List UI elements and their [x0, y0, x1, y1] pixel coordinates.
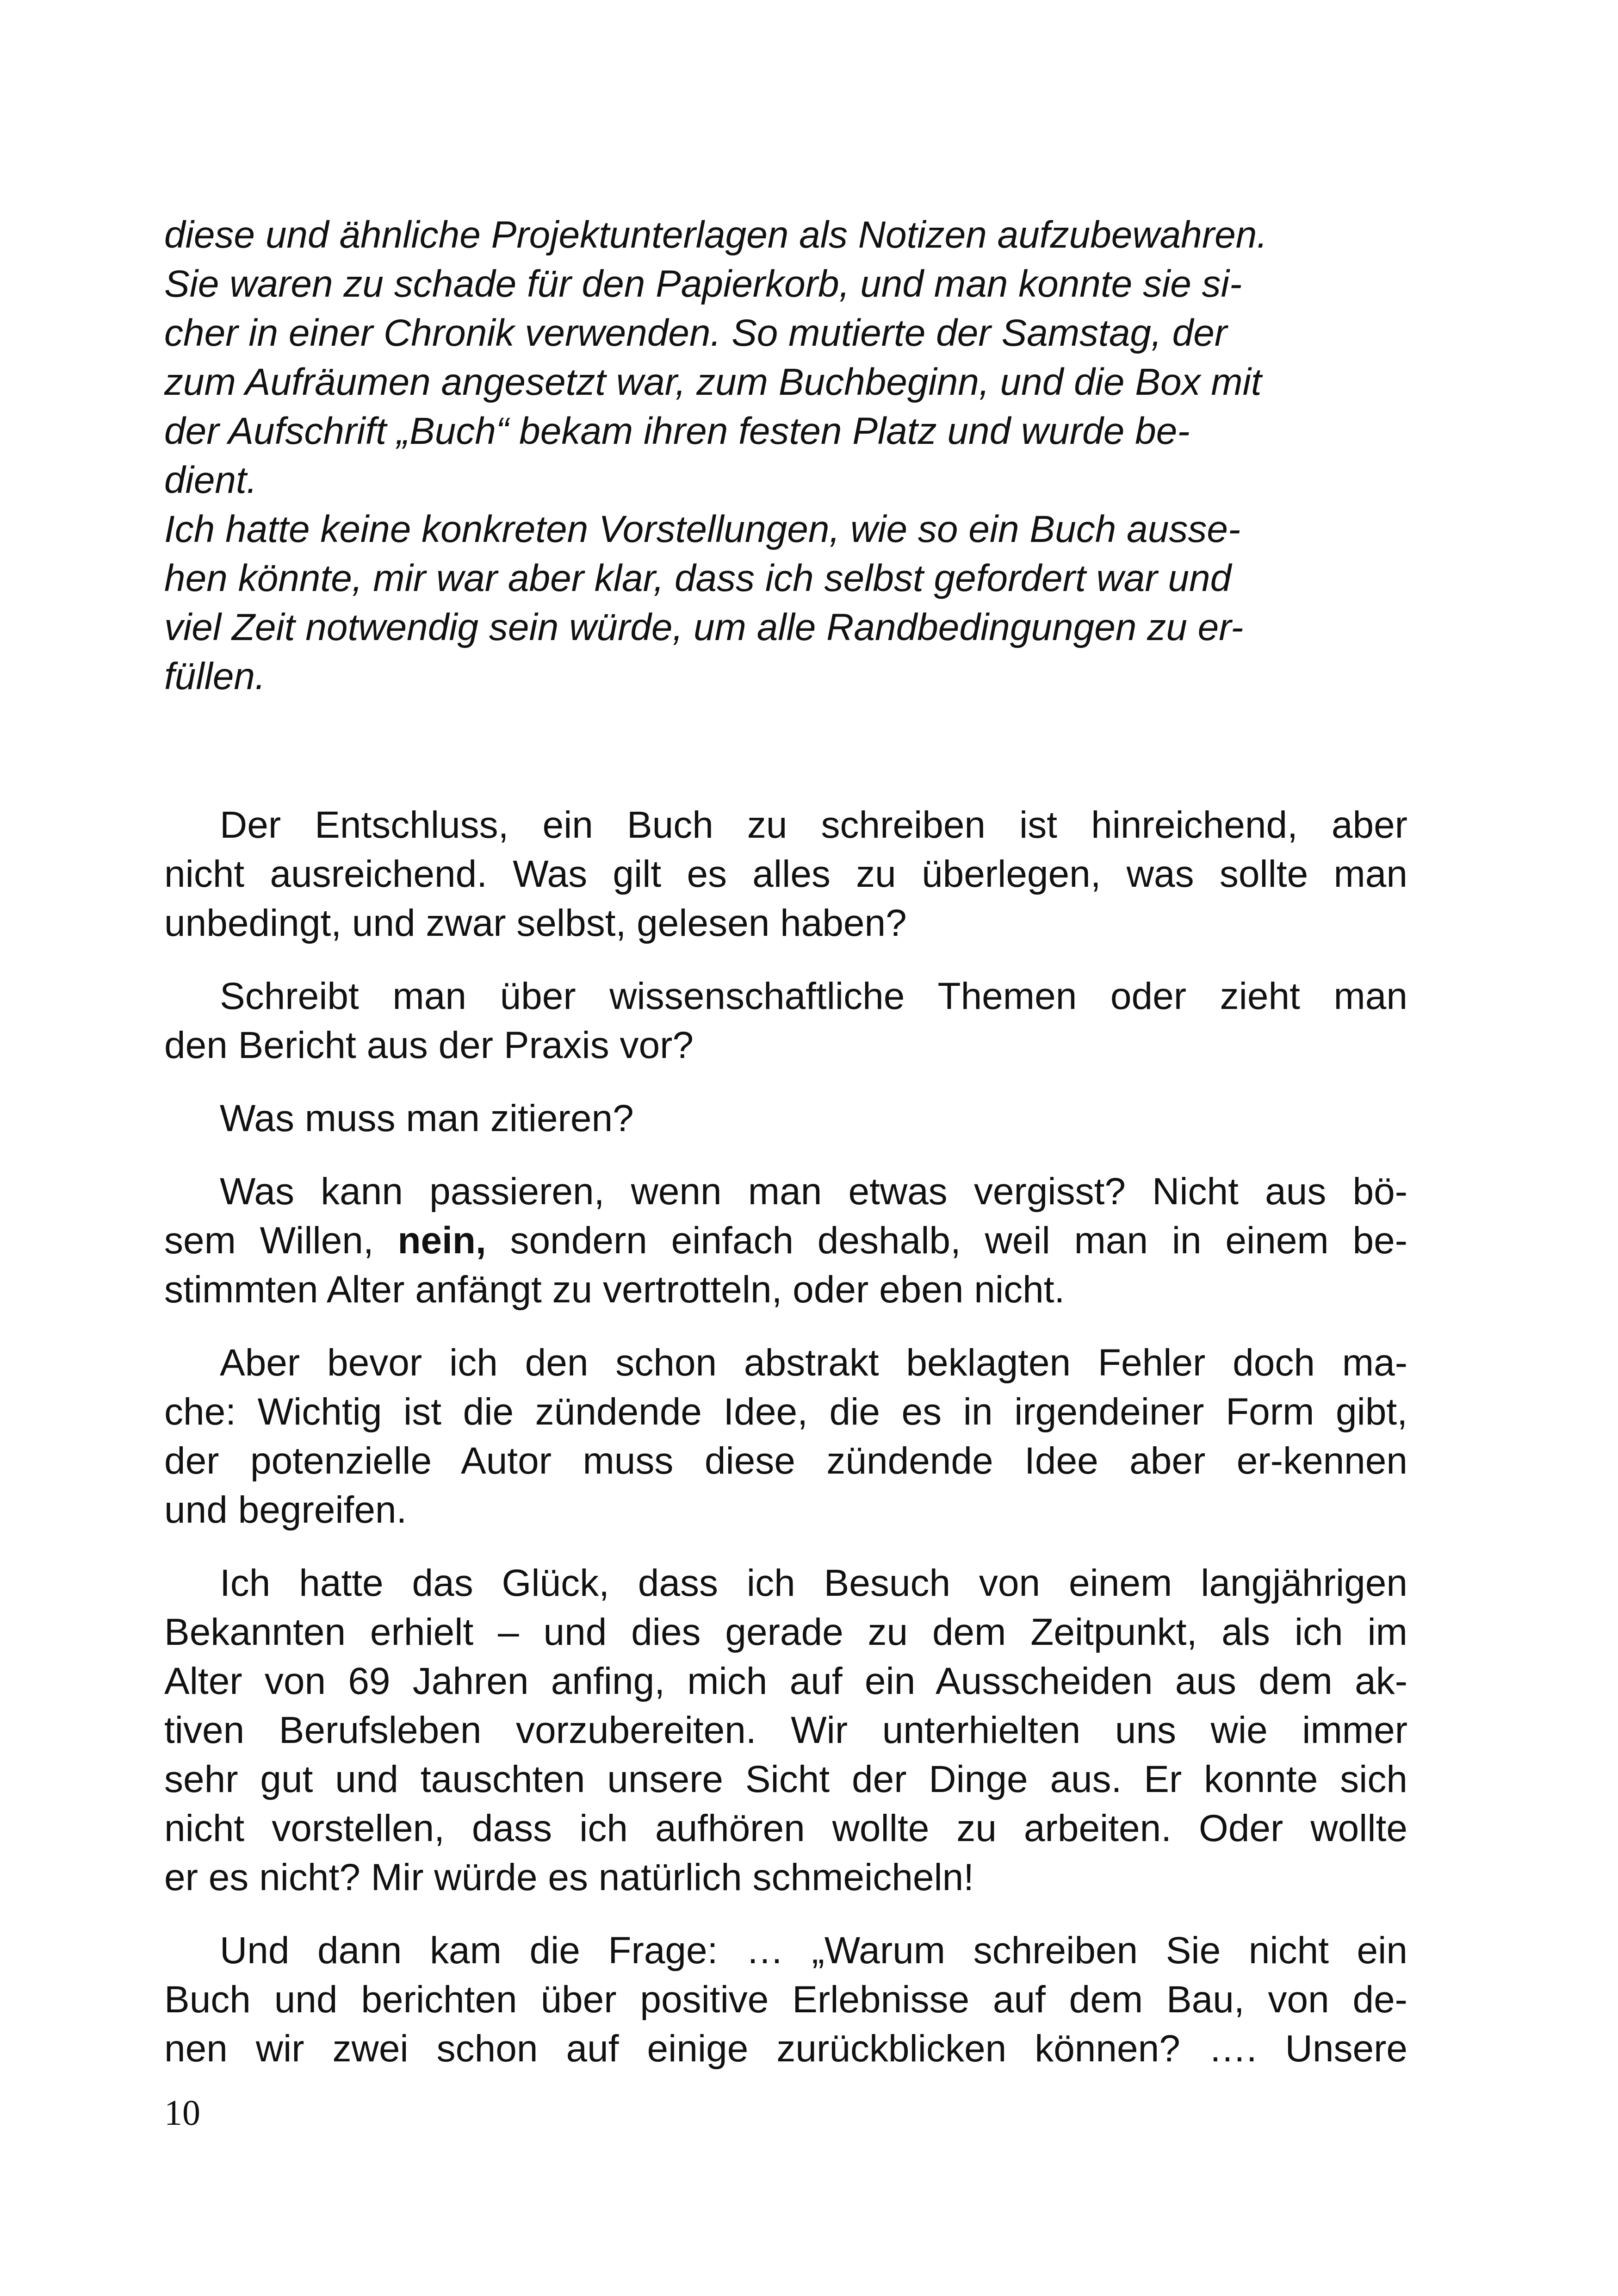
text-line: Aber bevor ich den schon abstrakt beklagten Fehler doch ma-	[220, 1342, 1407, 1384]
text-line: Ich hatte das Glück, dass ich Besuch von einem langjährigen	[220, 1562, 1407, 1604]
text-line: Was muss man zitieren?	[220, 1097, 634, 1139]
text-line: zum Aufräumen angesetzt war, zum Buchbeginn, und die Box mit	[164, 361, 1262, 403]
paragraph	[164, 1926, 1407, 2073]
text-line: sehr gut und tauschten unsere Sicht der Dinge aus. Er konnte sich	[164, 1758, 1407, 1800]
text-line: cher in einer Chronik verwenden. So mutierte der Samstag, der	[164, 312, 1227, 354]
paragraph	[164, 1338, 1407, 1535]
text-line: Sie waren zu schade für den Papierkorb, und man konnte sie si-	[164, 263, 1242, 305]
text-line: tiven Berufsleben vorzubereiten. Wir unterhielten uns wie immer	[164, 1709, 1407, 1751]
text-segment: sondern einfach deshalb, weil man in einem be-	[486, 1220, 1408, 1262]
text-line: nen wir zwei schon auf einige zurückblicken können? …. Unsere	[164, 2028, 1407, 2070]
bold-word: nein,	[397, 1220, 486, 1262]
text-line: viel Zeit notwendig sein würde, um alle Randbedingungen zu er-	[164, 606, 1244, 648]
text-line: Und dann kam die Frage: … „Warum schreiben Sie nicht ein	[220, 1929, 1407, 1972]
text-line: che: Wichtig ist die zündende Idee, die es in irgendeiner Form gibt,	[164, 1391, 1407, 1433]
text-line: füllen.	[164, 655, 266, 697]
text-line: nicht ausreichend. Was gilt es alles zu überlegen, was sollte man	[164, 853, 1407, 895]
paragraph	[164, 972, 1407, 1070]
text-line: stimmten Alter anfängt zu vertrotteln, oder eben nicht.	[164, 1269, 1065, 1311]
text-line: Der Entschluss, ein Buch zu schreiben ist hinreichend, aber	[220, 804, 1407, 846]
text-line: der potenzielle Autor muss diese zündende Idee aber er-kennen	[164, 1440, 1407, 1482]
paragraph	[164, 1559, 1407, 1902]
intro-italic-text	[164, 211, 1407, 701]
paragraph	[164, 1167, 1407, 1314]
text-line: Alter von 69 Jahren anfing, mich auf ein Ausscheiden aus dem ak-	[164, 1660, 1407, 1702]
text-line: Was kann passieren, wenn man etwas vergisst? Nicht aus bö-	[220, 1170, 1407, 1213]
text-segment: sem Willen,	[164, 1220, 398, 1262]
page-number: 10	[164, 2092, 200, 2133]
paragraph	[164, 1094, 1407, 1143]
text-line: der Aufschrift „Buch“ bekam ihren festen Platz und wurde be-	[164, 410, 1190, 452]
text-line: Schreibt man über wissenschaftliche Themen oder zieht man	[220, 975, 1407, 1017]
text-line: Ich hatte keine konkreten Vorstellungen, wie so ein Buch ausse-	[164, 508, 1241, 550]
text-line: Bekannten erhielt – und dies gerade zu dem Zeitpunkt, als ich im	[164, 1611, 1407, 1653]
text-line: den Bericht aus der Praxis vor?	[164, 1024, 694, 1066]
text-line: dient.	[164, 459, 257, 501]
body-text	[164, 801, 1407, 2097]
text-line: und begreifen.	[164, 1489, 407, 1531]
paragraph	[164, 801, 1407, 948]
text-line: diese und ähnliche Projektunterlagen als Notizen aufzubewahren.	[164, 214, 1268, 256]
text-line: unbedingt, und zwar selbst, gelesen haben?	[164, 902, 907, 944]
text-line: er es nicht? Mir würde es natürlich schmeicheln!	[164, 1856, 974, 1898]
text-line: nicht vorstellen, dass ich aufhören wollte zu arbeiten. Oder wollte	[164, 1807, 1407, 1849]
text-line: Buch und berichten über positive Erlebnisse auf dem Bau, von de-	[164, 1979, 1407, 2021]
text-line	[164, 1216, 1407, 1265]
text-line: hen könnte, mir war aber klar, dass ich selbst gefordert war und	[164, 557, 1232, 599]
